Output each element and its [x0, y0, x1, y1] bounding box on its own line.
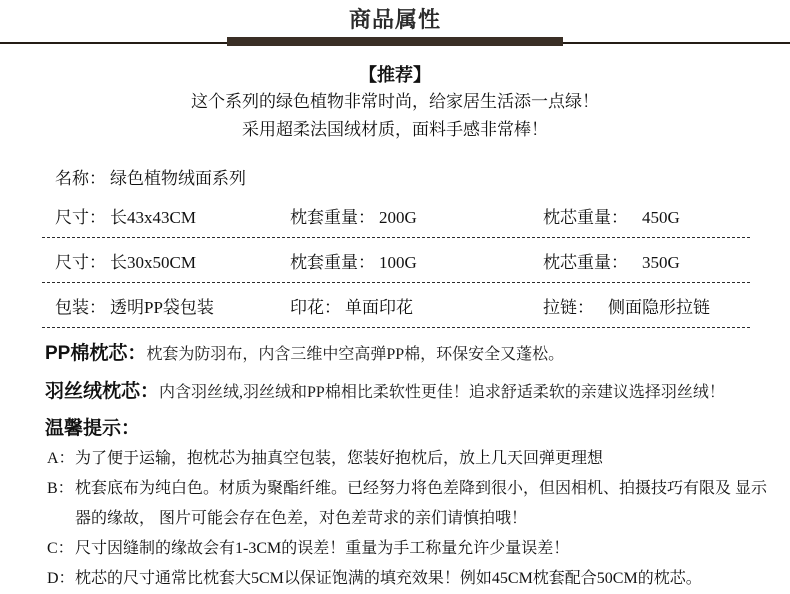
recommend-title: 【推荐】 — [359, 65, 431, 85]
spec-cell-insert-weight — [543, 248, 750, 273]
spec-label: 枕套重量： — [290, 208, 375, 227]
recommend-section — [0, 62, 790, 144]
spec-value: 单面印花 — [345, 298, 413, 317]
header-divider — [0, 36, 790, 49]
spec-value: 绿色植物绒面系列 — [110, 169, 246, 188]
desc-down-velvet — [45, 380, 765, 404]
page-title: 商品属性 — [348, 7, 441, 32]
spec-label: 尺寸： — [55, 253, 106, 272]
spec-row — [42, 193, 750, 238]
tip-prefix: D： — [47, 570, 75, 587]
spec-row — [42, 238, 750, 283]
page-header — [0, 0, 790, 49]
spec-value: 侧面隐形拉链 — [608, 298, 710, 317]
tips-title: 温馨提示： — [45, 418, 141, 439]
desc-label: 羽丝绒枕芯： — [45, 381, 160, 402]
desc-text: 枕套为防羽布，内含三维中空高弹PP棉，环保安全又蓬松。 — [146, 346, 565, 363]
spec-label: 枕芯重量： — [543, 253, 628, 272]
divider-bar — [227, 37, 563, 46]
spec-label: 印花： — [290, 298, 341, 317]
tip-item-a — [47, 444, 768, 474]
spec-cell-packaging — [55, 293, 290, 318]
spec-value: 透明PP袋包装 — [110, 298, 214, 317]
spec-value: 350G — [642, 253, 680, 272]
spec-value: 200G — [379, 208, 417, 227]
spec-table — [42, 156, 750, 328]
spec-label: 枕芯重量： — [543, 208, 628, 227]
tip-item-c — [47, 534, 768, 564]
spec-row-name — [42, 156, 750, 193]
desc-label: PP棉枕芯： — [45, 343, 147, 364]
tip-item-d — [47, 564, 768, 594]
tip-text: 枕套底布为纯白色。材质为聚酯纤维。已经努力将色差降到很小，但因相机、拍摄技巧有限及 显示器的缘故， 图片可能会存在色差，对色差苛求的亲们请慎拍哦！ — [75, 480, 768, 527]
spec-cell-insert-weight — [543, 203, 750, 228]
spec-cell-size — [55, 248, 290, 273]
tip-prefix: B： — [47, 480, 74, 497]
tip-text: 为了便于运输，抱枕芯为抽真空包装，您装好抱枕后，放上几天回弹更理想 — [75, 450, 604, 467]
recommend-line: 这个系列的绿色植物非常时尚，给家居生活添一点绿！ — [191, 92, 599, 111]
spec-value: 长30x50CM — [110, 253, 196, 272]
desc-text: 内含羽丝绒,羽丝绒和PP棉相比柔软性更佳！追求舒适柔软的亲建议选择羽丝绒！ — [159, 384, 725, 401]
desc-pp-cotton — [45, 342, 765, 366]
spec-label: 包装： — [55, 298, 106, 317]
spec-cell-print — [290, 293, 543, 318]
spec-cell-size — [55, 203, 290, 228]
spec-label: 拉链： — [543, 298, 594, 317]
spec-cell-cover-weight — [290, 203, 543, 228]
spec-row — [42, 283, 750, 328]
tip-text: 枕芯的尺寸通常比枕套大5CM以保证饱满的填充效果！例如45CM枕套配合50CM的枕芯。 — [75, 570, 702, 587]
spec-cell-zipper — [543, 293, 750, 318]
tip-text: 尺寸因缝制的缘故会有1-3CM的误差！重量为手工称量允许少量误差！ — [75, 540, 570, 557]
spec-label: 尺寸： — [55, 208, 106, 227]
spec-cell-name — [55, 164, 750, 189]
recommend-line: 采用超柔法国绒材质，面料手感非常棒！ — [242, 120, 548, 139]
spec-label: 名称： — [55, 169, 106, 188]
spec-cell-cover-weight — [290, 248, 543, 273]
spec-value: 长43x43CM — [110, 208, 196, 227]
tip-prefix: C： — [47, 540, 74, 557]
tip-prefix: A： — [47, 450, 75, 467]
spec-value: 450G — [642, 208, 680, 227]
tip-item-b — [47, 474, 768, 534]
spec-value: 100G — [379, 253, 417, 272]
spec-label: 枕套重量： — [290, 253, 375, 272]
